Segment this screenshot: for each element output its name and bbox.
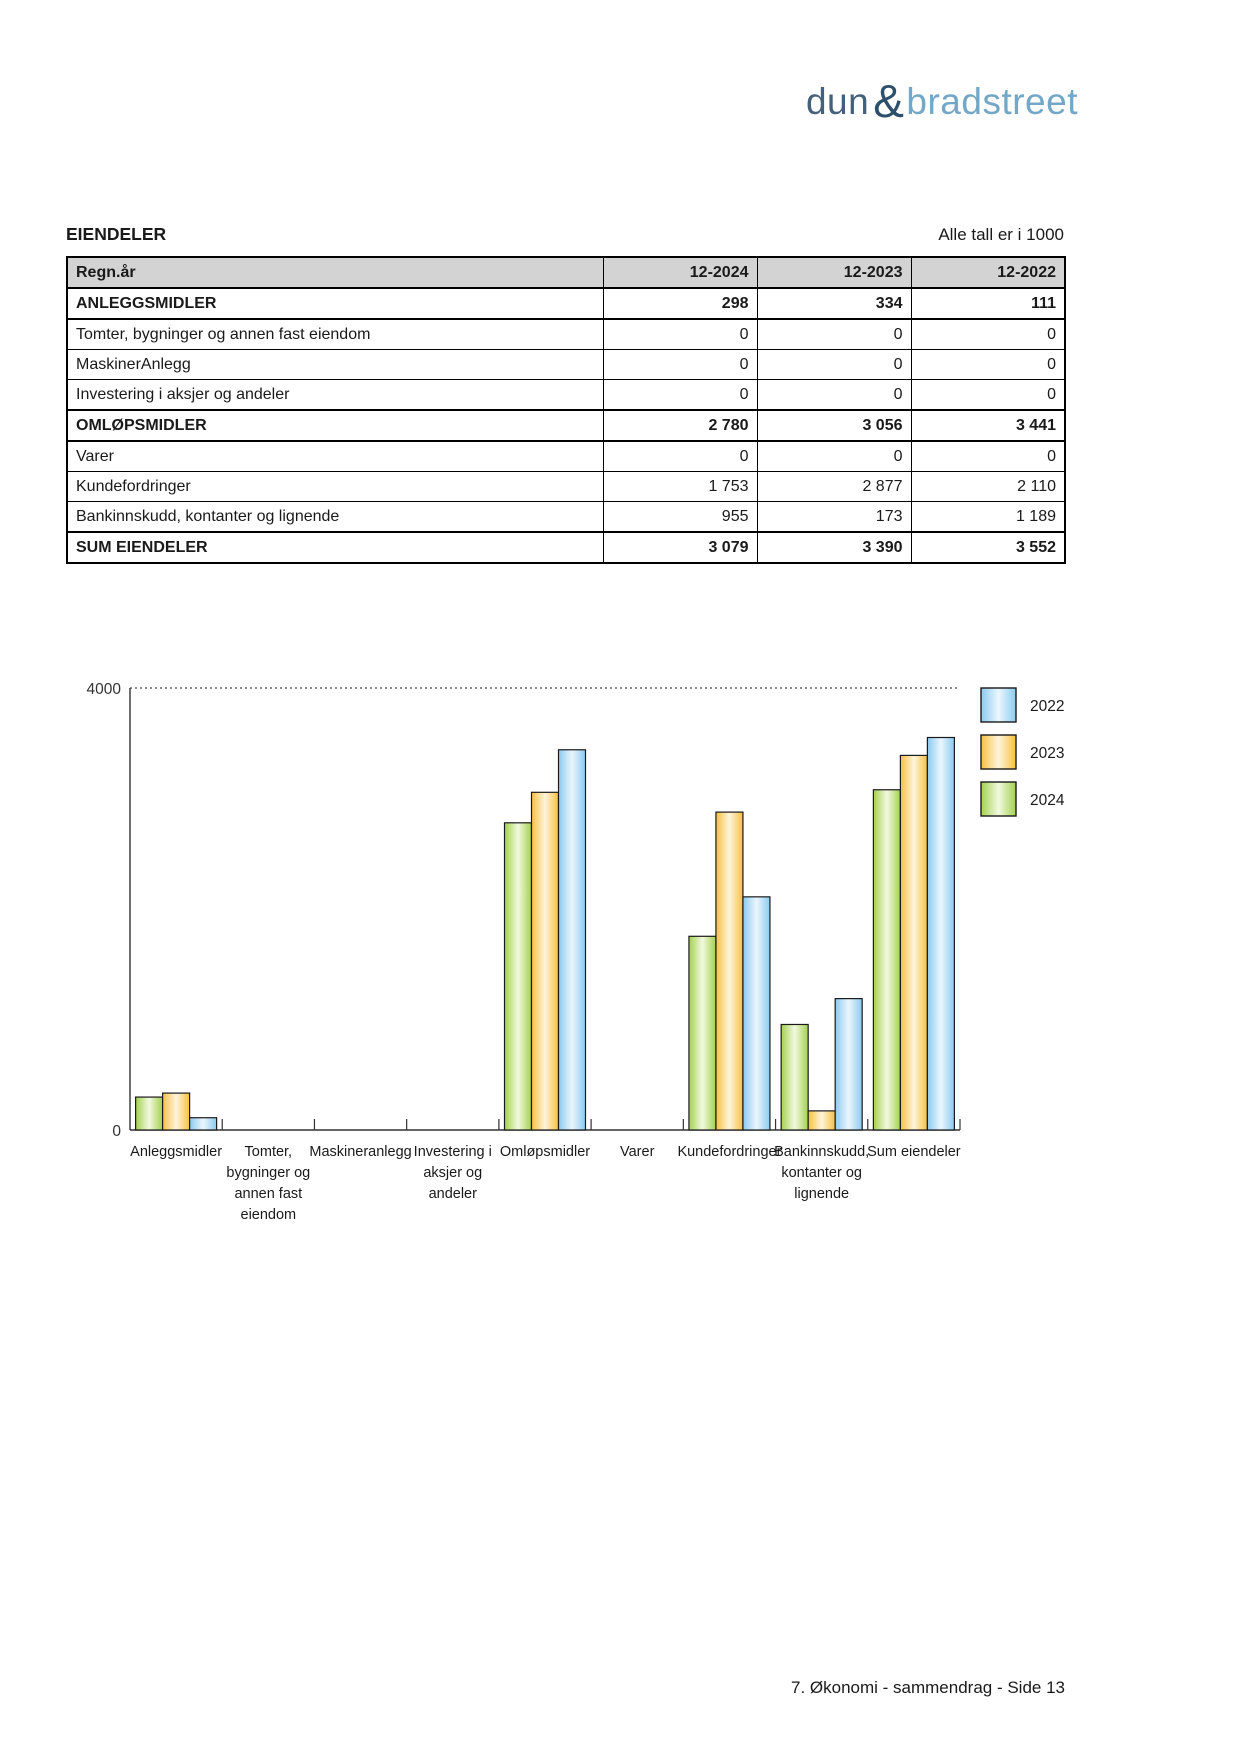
cell-value: 1 189 <box>911 502 1065 533</box>
cell-value: 3 390 <box>757 532 911 563</box>
cell-value: 0 <box>757 380 911 411</box>
chart-bar-2023 <box>808 1111 835 1130</box>
x-axis-label: Varer <box>620 1144 655 1160</box>
row-label: Kundefordringer <box>67 472 603 502</box>
table-row <box>67 441 1065 472</box>
x-axis-label: Bankinnskudd, <box>774 1144 870 1160</box>
cell-value: 2 780 <box>603 410 757 441</box>
table-row <box>67 532 1065 563</box>
chart-bar-2024 <box>873 790 900 1130</box>
col-header-12-2024: 12-2024 <box>603 257 757 288</box>
row-label: OMLØPSMIDLER <box>67 410 603 441</box>
table-row <box>67 410 1065 441</box>
table-row <box>67 319 1065 350</box>
legend-swatch-2023 <box>981 735 1016 769</box>
table-row <box>67 380 1065 411</box>
col-header-regnaar: Regn.år <box>67 257 603 288</box>
cell-value: 0 <box>911 380 1065 411</box>
y-axis-label: 4000 <box>86 681 121 698</box>
bar-chart <box>0 640 1241 1340</box>
x-axis-label: eiendom <box>240 1207 297 1223</box>
x-axis-label: Kundefordringer <box>677 1144 782 1160</box>
section-title: EIENDELER <box>66 224 167 244</box>
assets-table <box>66 256 1066 564</box>
row-label: ANLEGGSMIDLER <box>67 288 603 319</box>
legend-swatch-2022 <box>981 688 1016 722</box>
col-header-12-2023: 12-2023 <box>757 257 911 288</box>
x-axis-label: Sum eiendeler <box>867 1144 961 1160</box>
legend-label-2022: 2022 <box>1030 698 1065 715</box>
row-label: Tomter, bygninger og annen fast eiendom <box>67 319 603 350</box>
cell-value: 2 110 <box>911 472 1065 502</box>
table-row <box>67 288 1065 319</box>
cell-value: 2 877 <box>757 472 911 502</box>
col-header-12-2022: 12-2022 <box>911 257 1065 288</box>
chart-bar-2024 <box>781 1024 808 1130</box>
x-axis-label: bygninger og <box>226 1165 311 1181</box>
cell-value: 3 441 <box>911 410 1065 441</box>
chart-bar-2024 <box>505 823 532 1130</box>
row-label: SUM EIENDELER <box>67 532 603 563</box>
chart-bar-2023 <box>163 1093 190 1130</box>
table-header-row <box>67 257 1065 288</box>
cell-value: 334 <box>757 288 911 319</box>
row-label: Investering i aksjer og andeler <box>67 380 603 411</box>
x-axis-label: kontanter og <box>781 1165 862 1181</box>
cell-value: 3 552 <box>911 532 1065 563</box>
chart-bar-2024 <box>689 936 716 1130</box>
cell-value: 111 <box>911 288 1065 319</box>
chart-bar-2023 <box>716 812 743 1130</box>
logo-ampersand-icon: & <box>873 75 905 127</box>
x-axis-label: Investering i <box>413 1144 492 1160</box>
chart-bar-2024 <box>136 1097 163 1130</box>
legend-swatch-2024 <box>981 782 1016 816</box>
x-axis-label: andeler <box>428 1186 477 1202</box>
table-row <box>67 472 1065 502</box>
cell-value: 955 <box>603 502 757 533</box>
legend-label-2024: 2024 <box>1030 792 1065 809</box>
x-axis-label: Anleggsmidler <box>130 1144 223 1160</box>
cell-value: 3 079 <box>603 532 757 563</box>
x-axis-label: Maskineranlegg <box>309 1144 412 1160</box>
page-footer: 7. Økonomi - sammendrag - Side 13 <box>790 1678 1065 1697</box>
dun-bradstreet-logo <box>806 74 1078 128</box>
table-row <box>67 502 1065 533</box>
x-axis-label: Tomter, <box>244 1144 293 1160</box>
cell-value: 0 <box>603 350 757 380</box>
cell-value: 0 <box>757 319 911 350</box>
chart-bar-2022 <box>835 999 862 1130</box>
cell-value: 0 <box>603 380 757 411</box>
row-label: MaskinerAnlegg <box>67 350 603 380</box>
y-axis-label: 0 <box>112 1123 121 1140</box>
cell-value: 0 <box>911 441 1065 472</box>
legend-label-2023: 2023 <box>1030 745 1065 762</box>
x-axis-label: Omløpsmidler <box>499 1144 591 1160</box>
cell-value: 173 <box>757 502 911 533</box>
cell-value: 3 056 <box>757 410 911 441</box>
row-label: Bankinnskudd, kontanter og lignende <box>67 502 603 533</box>
chart-bar-2022 <box>927 738 954 1130</box>
table-body <box>67 288 1065 563</box>
cell-value: 0 <box>911 350 1065 380</box>
chart-bar-2023 <box>532 792 559 1130</box>
cell-value: 0 <box>757 441 911 472</box>
chart-bar-2022 <box>559 750 586 1130</box>
x-axis-label: lignende <box>794 1186 850 1202</box>
section-header <box>66 224 1064 245</box>
x-axis-label: annen fast <box>234 1186 303 1202</box>
x-axis-label: aksjer og <box>423 1165 483 1181</box>
cell-value: 0 <box>757 350 911 380</box>
logo-text-bradstreet: bradstreet <box>906 81 1078 122</box>
table-row <box>67 350 1065 380</box>
cell-value: 0 <box>911 319 1065 350</box>
chart-bar-2022 <box>190 1118 217 1130</box>
row-label: Varer <box>67 441 603 472</box>
cell-value: 1 753 <box>603 472 757 502</box>
units-note: Alle tall er i 1000 <box>938 225 1064 244</box>
cell-value: 298 <box>603 288 757 319</box>
chart-bar-2022 <box>743 897 770 1130</box>
cell-value: 0 <box>603 319 757 350</box>
cell-value: 0 <box>603 441 757 472</box>
logo-text-dun: dun <box>805 81 870 122</box>
chart-bar-2023 <box>900 755 927 1130</box>
